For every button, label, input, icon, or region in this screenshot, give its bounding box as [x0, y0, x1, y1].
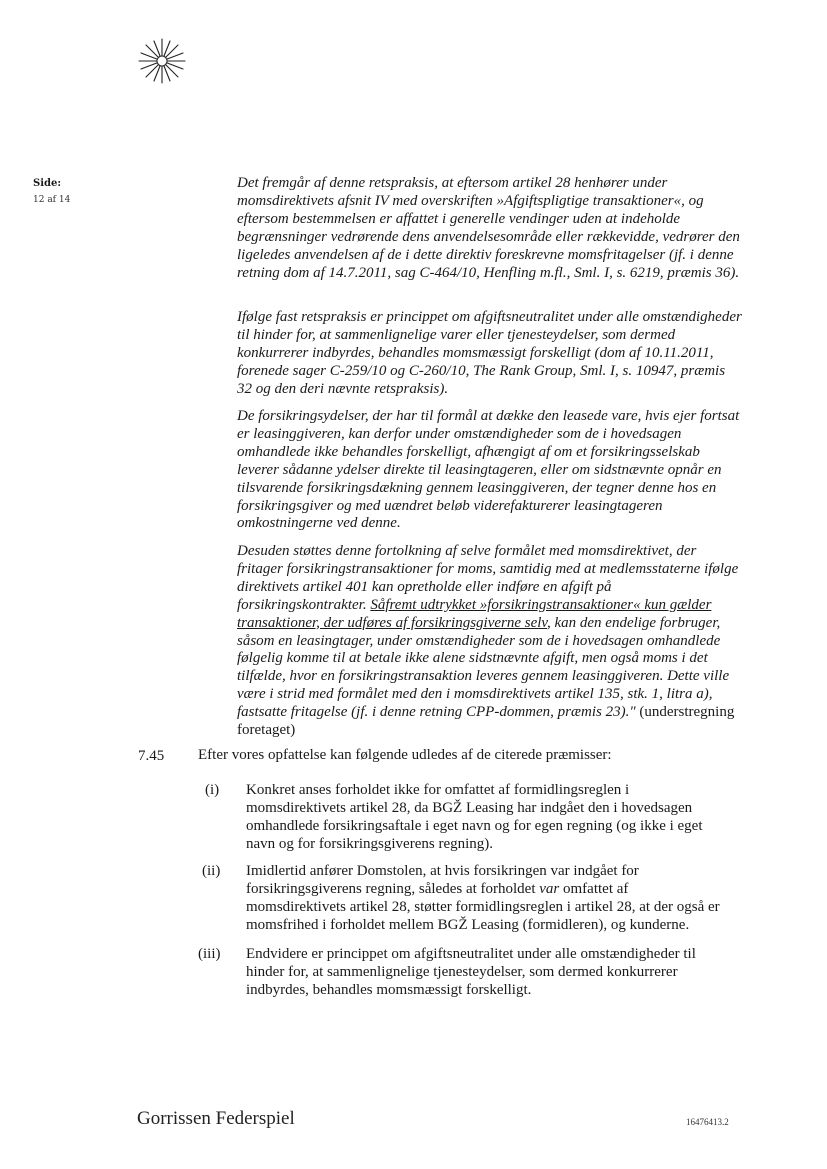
quote-paragraph-3: De forsikringsydelser, der har til formål at dække den leasede vare, hvis ejer fortsat er leasinggiveren, kan derfor under omstændigheder som de i hovedsagen omhandlede ikke behandles forskelligt, afhængigt af om et forsikringsselskab leverer sådanne ydelser direkte til leasingtageren, eller om sidstnævnte opnår en tilsvarende forsikringsdækning gennem leasinggiveren, der tegner denne hos en forsikringsgiver og med uændret beløb viderefakturerer leasingtageren omkostningerne ved denne.: [237, 408, 740, 532]
page-number: 12 af 14: [33, 195, 71, 205]
quote-text: , kan den endelige forbruger, såsom en leasingtager, under omstændigheder som de i hovedsagen omhandlede følgelig komme til at betale ikke alene sidstnævnte afgift, men også moms i det tilfælde, hvor en forsikringstransaktion leveres gennem leasinggiveren. Dette ville være i strid med formålet med den i momsdirektivets artikel 135, stk. 1, litra a), fastsatte fritagelse (jf. i denne retning CPP-dommen, præmis 23).": [237, 614, 730, 721]
page-label: Side:: [33, 178, 62, 189]
section-intro: Efter vores opfattelse kan følgende udledes af de citerede præmisser:: [198, 747, 612, 763]
list-item-text: Endvidere er princippet om afgiftsneutralitet under alle omstændigheder til hinder for, at sammenlignelige tjenesteydelser, som dermed konkurrerer indbyrdes, behandles momsmæssigt forskelligt.: [246, 946, 696, 998]
emphasis-text: var: [539, 881, 560, 897]
underlined-text: Såfremt udtrykket »forsikringstransaktioner« kun gælder transaktioner, der udføres af forsikringsgiverne selv: [237, 596, 712, 631]
list-item-text-part: Imidlertid anfører Domstolen, at hvis forsikringen var indgået for forsikringsgiverens regning, således at forholdet: [246, 863, 639, 897]
quote-paragraph-1: Det fremgår af denne retspraksis, at eftersom artikel 28 henhører under momsdirektivets afsnit IV med overskriften »Afgiftspligtige transaktioner«, og eftersom bestemmelsen er affattet i generelle vendinger uden at indeholde begrænsninger vedrørende dens anvendelsesområde eller rækkevidde, vedrører den ligeledes anvendelsen af de i dette direktiv foreskrevne momsfritagelser (jf. i denne retning dom af 14.7.2011, sag C-464/10, Henfling m.fl., Sml. I, s. 6219, præmis 36).: [237, 175, 740, 281]
quote-paragraph-4: [237, 543, 742, 740]
list-marker: (ii): [202, 863, 221, 879]
quote-paragraph-2: Ifølge fast retspraksis er princippet om afgiftsneutralitet under alle omstændigheder til hinder for, at sammenlignelige varer eller tjenesteydelser, som dermed konkurrerer indbyrdes, behandles momsmæssigt forskelligt (dom af 10.11.2011, forenede sager C-259/10 og C-260/10, The Rank Group, Sml. I, s. 10947, præmis 32 og den deri nævnte retspraksis).: [237, 309, 742, 397]
list-item-text-part: omfattet af momsdirektivets artikel 28, støtter formidlingsreglen i artikel 28, at der også er momsfrihed i forholdet mellem BGŽ Leasing (formidleren), og kunderne.: [246, 881, 720, 933]
list-marker: (i): [205, 782, 220, 798]
quote-text: Desuden støttes denne fortolkning af selve formålet med momsdirektivet, der fritager forsikringstransaktioner for moms, samtidig med at medlemsstaterne ifølge direktivets artikel 401 kan opretholde eller indføre en afgift på forsikringskontrakter.: [237, 543, 739, 613]
firm-name: Gorrissen Federspiel: [137, 1108, 295, 1129]
list-item-text: Konkret anses forholdet ikke for omfattet af formidlingsreglen i momsdirektivets artikel 28, da BGŽ Leasing har indgået den i hovedsagen omhandlede forsikringsaftale i eget navn og for egen regning (og ikke i eget navn og for forsikringsgiverens regning).: [246, 782, 703, 852]
firm-logo-icon: [137, 38, 187, 84]
list-marker: (iii): [198, 946, 221, 962]
underline-note: (understregning foretaget): [237, 704, 735, 739]
page-indicator: [33, 175, 70, 209]
document-number: 16476413.2: [686, 1117, 729, 1127]
list-item-text: [246, 862, 730, 934]
section-number: 7.45: [138, 748, 165, 764]
